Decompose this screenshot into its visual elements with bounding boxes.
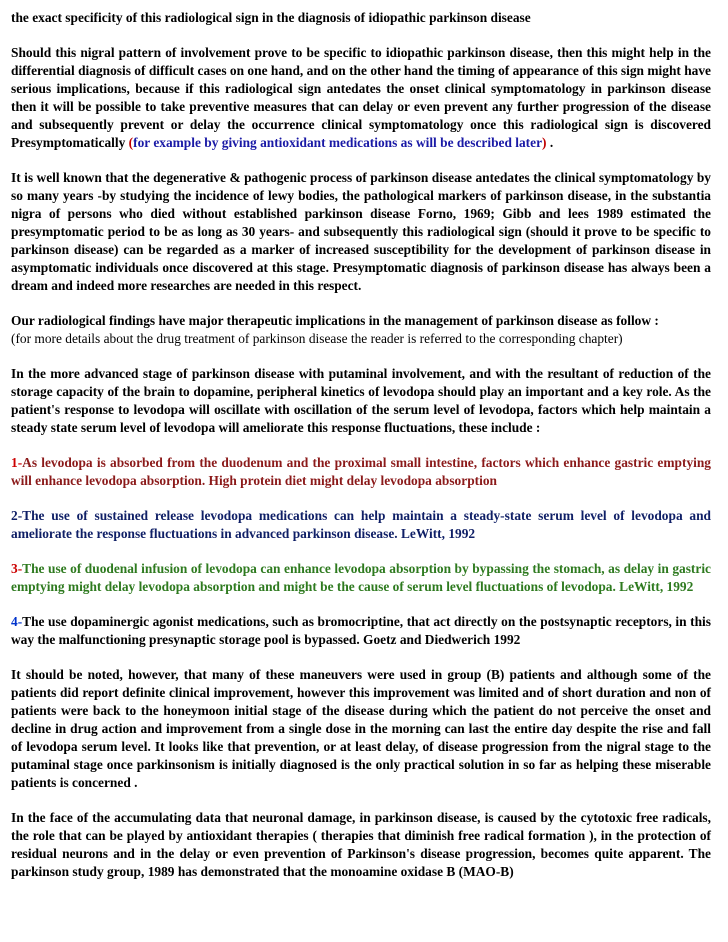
- close-parenthesis: ): [542, 135, 547, 150]
- list-item-1: [11, 454, 711, 490]
- paragraph-therapeutic-implications: [11, 312, 711, 348]
- list-item-text: The use dopaminergic agonist medications, such as bromocriptine, that act directly on the postsynaptic receptors, in this way the malfunctioning presynaptic storage pool is bypassed. Goetz and Diedwerich 1992: [11, 614, 711, 647]
- list-item-number: 4-: [11, 614, 23, 629]
- open-parenthesis: (: [128, 135, 134, 150]
- list-item-number: 3-: [11, 561, 23, 576]
- paragraph-text: It is well known that the degenerative & pathogenic process of parkinson disease antedates the clinical symptomatology by so many years -by studying the incidence of lewy bodies, the pathological markers of parkinson disease, in the substantia nigra of persons who died without established parkinson disease Forno, 1969; Gibb and lees 1989 estimated the presymptomatic period to be as long as 30 years- and subsequently this radiological sign (should it prove to be specific to parkinson disease) can be regarded as a marker of increased susceptibility for the development of parkinson disease in asymptomatic individuals once discovered at this stage. Presymptomatic diagnosis of parkinson disease has always been a dream and indeed more researches are needed in this respect.: [11, 170, 711, 293]
- list-item-4: [11, 613, 711, 649]
- paragraph-degenerative-process: [11, 169, 711, 295]
- paragraph-advanced-stage: [11, 365, 711, 437]
- paragraph-end: .: [546, 135, 554, 150]
- antioxidant-note: for example by giving antioxidant medications as will be described later: [133, 135, 543, 150]
- list-item-text: As levodopa is absorbed from the duodenum and the proximal small intestine, factors which enhance gastric emptying will enhance levodopa absorption. High protein diet might delay levodopa absorption: [11, 455, 711, 488]
- list-item-number: 1-: [11, 455, 23, 470]
- paragraph-text: In the more advanced stage of parkinson disease with putaminal involvement, and with the resultant of reduction of the storage capacity of the brain to dopamine, peripheral kinetics of levodopa should play an important and a key role. As the patient's response to levodopa will oscillate with oscillation of the serum level of levodopa, factors which help maintain a steady state serum level of levodopa will ameliorate this response fluctuations, these include :: [11, 366, 711, 435]
- paragraph-nigral-pattern: [11, 44, 711, 152]
- paragraph-text: Should this nigral pattern of involvement prove to be specific to idiopathic parkinson disease, then this might help in the differential diagnosis of difficult cases on one hand, and on the other hand the timing of appearance of this sign might have serious implications, because if this radiological sign antedates the onset clinical symptomatology in parkinson disease then it will be possible to take preventive measures that can delay or even prevent any further progression of the disease and subsequently prevent or delay the occurrence clinical symptomatology once this radiological sign is discovered Presymptomatically: [11, 45, 711, 150]
- list-item-3: [11, 560, 711, 596]
- paragraph-text: In the face of the accumulating data that neuronal damage, in parkinson disease, is caused by the cytotoxic free radicals, the role that can be played by antioxidant therapies ( therapies that diminish free radical formation ), in the protection of residual neurons and in the delay or even prevention of Parkinson's disease progression, becomes quite apparent. The parkinson study group, 1989 has demonstrated that the monoamine oxidase B (MAO-B): [11, 810, 711, 879]
- document-page: [11, 9, 711, 898]
- list-item-text: 2-The use of sustained release levodopa medications can help maintain a steady-state serum level of levodopa and ameliorate the response fluctuations in advanced parkinson disease. LeWitt, 1992: [11, 508, 711, 541]
- paragraph-text: It should be noted, however, that many of these maneuvers were used in group (B) patients and although some of the patients did report definite clinical improvement, however this improvement was limited and of short duration and non of patients were back to the honeymoon initial stage of the disease during which the patient do not perceive the onset and decline in drug action and improvement from a single dose in the morning can last the entire day despite the rise and fall of levodopa serum level. It looks like that prevention, or at least delay, of disease progression from the nigral stage to the putaminal stage once parkinsonism is initially diagnosed is the only practical solution in so far as helping these miserable patients is concerned .: [11, 667, 711, 790]
- paragraph-heading: Our radiological findings have major therapeutic implications in the management of parkinson disease as follow :: [11, 313, 659, 328]
- list-item-2: [11, 507, 711, 543]
- paragraph-antioxidant: [11, 809, 711, 881]
- paragraph-maneuvers-note: [11, 666, 711, 792]
- paragraph-intro-fragment: [11, 9, 711, 27]
- list-item-text: The use of duodenal infusion of levodopa can enhance levodopa absorption by bypassing the stomach, as delay in gastric emptying might delay levodopa absorption and might be the cause of serum level fluctuations of levodopa. LeWitt, 1992: [11, 561, 711, 594]
- paragraph-text: the exact specificity of this radiological sign in the diagnosis of idiopathic parkinson disease: [11, 10, 531, 25]
- chapter-reference-note: (for more details about the drug treatment of parkinson disease the reader is referred to the corresponding chapter): [11, 331, 623, 346]
